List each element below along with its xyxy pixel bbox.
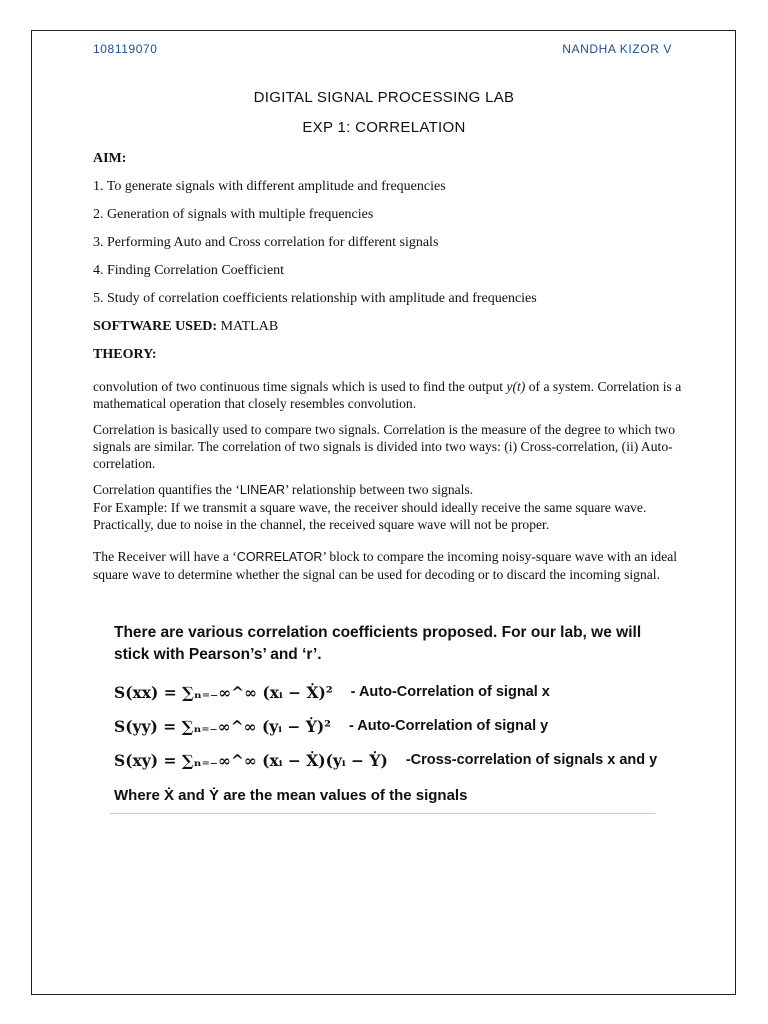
formula-description: - Auto-Correlation of signal y [348,718,549,734]
formula-description: - Auto-Correlation of signal x [350,684,550,700]
software-label: SOFTWARE USED: [93,319,218,334]
aim-item: 4. Finding Correlation Coefficient [93,263,285,278]
correlator-term: CORRELATOR [236,550,323,564]
lab-title: DIGITAL SIGNAL PROCESSING LAB [253,89,515,106]
aim-item: 5. Study of correlation coefficients relationship with amplitude and frequencies [93,291,537,306]
formula-description: -Cross-correlation of signals x and y [405,752,658,768]
theory-text: ’ relationship between two signals. [285,482,474,497]
formula-row-sxx [114,675,659,709]
formula-syy: S(yy) = ∑ₙ₌₋∞^∞ (yᵢ − Ẏ)² [114,716,331,736]
formula-sxy: S(xy) = ∑ₙ₌₋∞^∞ (xᵢ − Ẋ)(yᵢ − Ẏ) [114,750,388,770]
theory-text: of a system. Correlation is a mathematical operation that closely resembles convolution. [93,379,682,411]
theory-paragraph-2: Correlation is basically used to compare two signals. Correlation is the measure of the degree to which two signals are similar. The correlation of two signals is divided into two ways: (i) Cross-correlation, (ii) Auto-correlation. [93,422,676,471]
coefficients-block [114,622,659,819]
coefficients-intro: There are various correlation coefficients proposed. For our lab, we will stick with Pearson’s’ and ‘r’. [114,624,642,663]
author-name: NANDHA KIZOR V [562,42,672,56]
theory-paragraph-3 [93,481,683,533]
linear-term: LINEAR [239,483,285,497]
theory-text: For Example: If we transmit a square wave, the receiver should ideally receive the same square wave. Practically, due to noise in the channel, the received square wave will not be proper. [93,500,647,532]
theory-text: ’ block to compare the incoming noisy-square wave with an ideal square wave to determine whether the signal can be used for decoding or to discard the incoming signal. [93,549,678,582]
roll-number: 108119070 [93,42,158,56]
aim-heading: AIM: [93,151,127,166]
aim-item: 1. To generate signals with different amplitude and frequencies [93,179,446,194]
experiment-title: EXP 1: CORRELATION [302,119,466,136]
formula-row-syy [114,709,659,743]
aim-item: 3. Performing Auto and Cross correlation for different signals [93,235,439,250]
theory-paragraph-4 [93,548,683,583]
theory-text: convolution of two continuous time signals which is used to find the output [93,379,507,394]
theory-text: Correlation quantifies the ‘ [93,482,240,497]
block-divider [110,813,655,814]
document-body [93,150,683,592]
formula-row-sxy [114,743,659,777]
formula-sxx: S(xx) = ∑ₙ₌₋∞^∞ (xᵢ − Ẋ)² [114,682,333,702]
aim-item: 2. Generation of signals with multiple frequencies [93,207,374,222]
output-symbol: y(t) [506,379,526,394]
software-used [93,318,683,335]
theory-heading: THEORY: [93,347,157,362]
theory-paragraph-1 [93,378,683,412]
mean-values-note: Where Ẋ and Ẏ are the mean values of the signals [114,787,468,804]
theory-text: The Receiver will have a ‘ [93,549,237,564]
software-value: MATLAB [217,319,279,334]
